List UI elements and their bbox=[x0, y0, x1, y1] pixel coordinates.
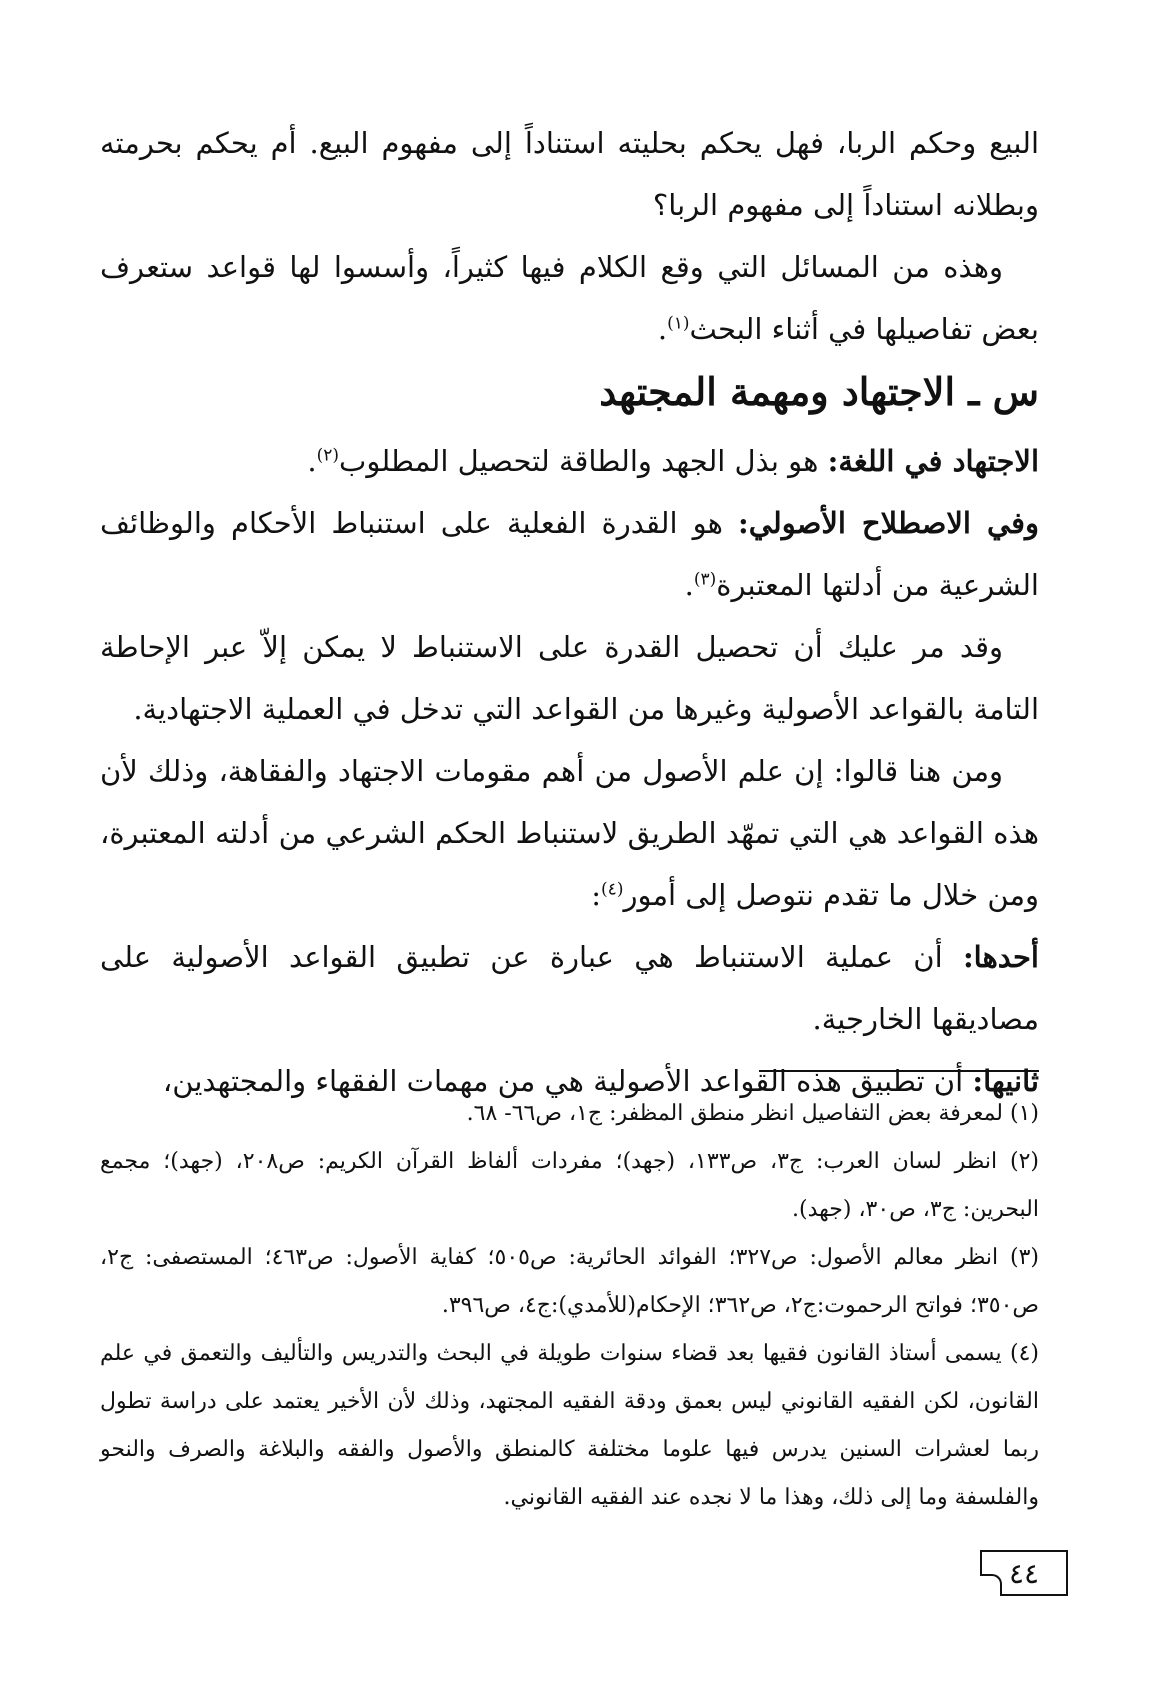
paragraph-8-text: أن تطبيق هذه القواعد الأصولية هي من مهمات الفقهاء والمجتهدين، bbox=[162, 1064, 973, 1098]
paragraph-6 bbox=[100, 740, 1039, 926]
footnote-ref-1[interactable]: (١) bbox=[667, 313, 690, 334]
term-technical: وفي الاصطلاح الأصولي: bbox=[738, 506, 1039, 540]
page-number-text: ٤٤ bbox=[1008, 1556, 1040, 1590]
paragraph-3 bbox=[100, 430, 1039, 492]
paragraph-4-end: . bbox=[684, 568, 694, 602]
main-text bbox=[100, 430, 1039, 1112]
footnote-2: (٢) انظر لسان العرب: ج٣، ص١٣٣، (جهد)؛ مفردات ألفاظ القرآن الكريم: ص٢٠٨، (جهد)؛ مجمع البحرين: ج٣، ص٣٠، (جهد). bbox=[100, 1149, 1039, 1222]
paragraph-5: وقد مر عليك أن تحصيل القدرة على الاستنباط لا يمكن إلاّ عبر الإحاطة التامة بالقواعد الأصولية وغيرها من القواعد التي تدخل في العملية الاجتهادية. bbox=[100, 630, 1039, 726]
section-heading: س ـ الاجتهاد ومهمة المجتهد bbox=[599, 369, 1039, 414]
intro-text bbox=[100, 112, 1039, 360]
footnote-4: (٤) يسمى أستاذ القانون فقيها بعد قضاء سنوات طويلة في البحث والتدريس والتأليف والتعمق في علم القانون، لكن الفقيه القانوني ليس بعمق ودقة الفقيه المجتهد، وذلك لأن الأخير يعتمد على دراسة تطول ربما لعشرات السنين يدرس فيها علوما مختلفة كالمنطق والأصول والفقه والبلاغة والصرف والنحو والفلسفة وما إلى ذلك، وهذا ما لا نجده عند الفقيه القانوني. bbox=[100, 1341, 1039, 1510]
paragraph-2-text: وهذه من المسائل التي وقع الكلام فيها كثيراً، وأسسوا لها قواعد ستعرف بعض تفاصيلها في أثناء البحث bbox=[100, 250, 1039, 346]
footnote-divider bbox=[759, 1070, 1039, 1072]
footnote-ref-2[interactable]: (٢) bbox=[316, 445, 340, 466]
footnote-1: (١) لمعرفة بعض التفاصيل انظر منطق المظفر: ج١، ص٦٦- ٦٨. bbox=[466, 1101, 1039, 1126]
term-second: ثانيها: bbox=[972, 1064, 1039, 1098]
footnote-ref-4[interactable]: (٤) bbox=[601, 879, 624, 900]
footnote-3: (٣) انظر معالم الأصول: ص٣٢٧؛ الفوائد الحائرية: ص٥٠٥؛ كفاية الأصول: ص٤٦٣؛ المستصفى: ج٢، ص٣٥٠؛ فواتح الرحموت:ج٢، ص٣٦٢؛ الإحكام(للأمدي):ج٤، ص٣٩٦. bbox=[100, 1245, 1040, 1318]
page-number bbox=[980, 1550, 1068, 1596]
page-fold-icon bbox=[980, 1574, 1002, 1596]
paragraph-4 bbox=[100, 492, 1039, 616]
paragraph-2-end: . bbox=[657, 312, 668, 346]
footnotes bbox=[100, 1090, 1039, 1522]
paragraph-6-text: ومن هنا قالوا: إن علم الأصول من أهم مقومات الاجتهاد والفقاهة، وذلك لأن هذه القواعد هي التي تمهّد الطريق لاستنباط الحكم الشرعي من أدلته المعتبرة، ومن خلال ما تقدم نتوصل إلى أمور bbox=[100, 754, 1039, 912]
term-linguistic: الاجتهاد في اللغة: bbox=[827, 444, 1039, 478]
paragraph-7-text: أن عملية الاستنباط هي عبارة عن تطبيق القواعد الأصولية على مصاديقها الخارجية. bbox=[100, 940, 1039, 1036]
paragraph-2 bbox=[100, 236, 1039, 360]
term-first: أحدها: bbox=[962, 940, 1039, 974]
paragraph-4-text: هو القدرة الفعلية على استنباط الأحكام والوظائف الشرعية من أدلتها المعتبرة bbox=[100, 506, 1039, 602]
paragraph-7 bbox=[100, 926, 1039, 1050]
paragraph-3-text: هو بذل الجهد والطاقة لتحصيل المطلوب bbox=[339, 444, 828, 478]
footnote-ref-3[interactable]: (٣) bbox=[693, 569, 717, 590]
paragraph-3-end: . bbox=[307, 444, 317, 478]
paragraph-1: البيع وحكم الربا، فهل يحكم بحليته استناداً إلى مفهوم البيع. أم يحكم بحرمته وبطلانه استناداً إلى مفهوم الربا؟ bbox=[100, 126, 1039, 222]
paragraph-6-end: : bbox=[591, 878, 602, 912]
